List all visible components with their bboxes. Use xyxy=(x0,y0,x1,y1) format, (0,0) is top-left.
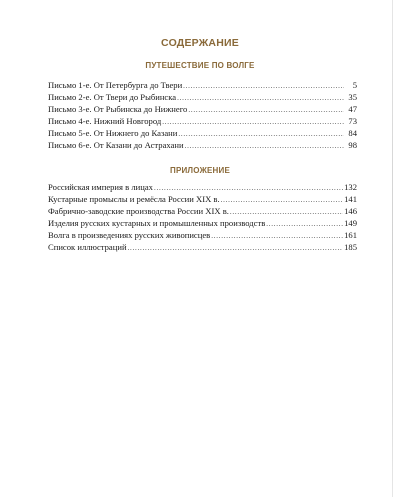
toc-entry[interactable] xyxy=(48,241,357,253)
dot-leader xyxy=(211,230,343,242)
toc-list-volga-journey xyxy=(48,79,357,151)
toc-entry[interactable] xyxy=(48,139,357,151)
toc-entry-label: Письмо 5-е. От Нижнего до Казани xyxy=(48,128,178,138)
toc-entry-label: Кустарные промыслы и ремёсла России XIX в. xyxy=(48,194,220,204)
toc-entry-label: Фабрично-заводские производства России XIX в. xyxy=(48,206,229,216)
toc-entry-label: Письмо 4-е. Нижний Новгород xyxy=(48,116,162,126)
toc-entry-page: 149 xyxy=(344,218,357,228)
dot-leader xyxy=(178,128,344,140)
dot-leader xyxy=(183,80,344,92)
toc-entry-label: Список иллюстраций xyxy=(48,242,127,252)
toc-entry[interactable] xyxy=(48,217,357,229)
dot-leader xyxy=(128,242,344,254)
toc-entry-page: 5 xyxy=(352,80,357,90)
toc-entry-label: Письмо 1-е. От Петербурга до Твери xyxy=(48,80,183,90)
toc-entry[interactable] xyxy=(48,127,357,139)
dot-leader xyxy=(266,218,343,230)
toc-entry[interactable] xyxy=(48,103,357,115)
section-title-volga-journey: ПУТЕШЕСТВИЕ ПО ВОЛГЕ xyxy=(145,61,255,70)
toc-entry-page: 47 xyxy=(348,104,357,114)
contents-title: СОДЕРЖАНИЕ xyxy=(161,37,239,49)
section-title-appendix: ПРИЛОЖЕНИЕ xyxy=(170,166,230,175)
toc-entry-page: 161 xyxy=(344,230,357,240)
toc-entry[interactable] xyxy=(48,229,357,241)
toc-entry-label: Письмо 6-е. От Казани до Астрахани xyxy=(48,140,184,150)
toc-entry-page: 132 xyxy=(344,182,357,192)
toc-entry[interactable] xyxy=(48,91,357,103)
toc-entry-page: 141 xyxy=(344,194,357,204)
toc-entry-page: 73 xyxy=(348,116,357,126)
dot-leader xyxy=(221,194,343,206)
page-edge-shadow xyxy=(392,0,393,497)
dot-leader xyxy=(177,92,344,104)
toc-entry[interactable] xyxy=(48,193,357,205)
toc-entry[interactable] xyxy=(48,205,357,217)
toc-entry-label: Российская империя в лицах xyxy=(48,182,153,192)
toc-entry[interactable] xyxy=(48,181,357,193)
toc-list-appendix xyxy=(48,181,357,253)
toc-entry[interactable] xyxy=(48,115,357,127)
dot-leader xyxy=(162,116,344,128)
toc-entry-label: Письмо 3-е. От Рыбинска до Нижнего xyxy=(48,104,188,114)
toc-entry-label: Волга в произведениях русских живописцев xyxy=(48,230,211,240)
dot-leader xyxy=(185,140,344,152)
toc-entry-label: Письмо 2-е. От Твери до Рыбинска xyxy=(48,92,177,102)
toc-entry-page: 35 xyxy=(348,92,357,102)
toc-entry[interactable] xyxy=(48,79,357,91)
dot-leader xyxy=(188,104,344,116)
toc-entry-page: 146 xyxy=(344,206,357,216)
toc-entry-label: Изделия русских кустарных и промышленных производств xyxy=(48,218,266,228)
toc-entry-page: 84 xyxy=(348,128,357,138)
toc-entry-page: 185 xyxy=(344,242,357,252)
toc-entry-page: 98 xyxy=(348,140,357,150)
